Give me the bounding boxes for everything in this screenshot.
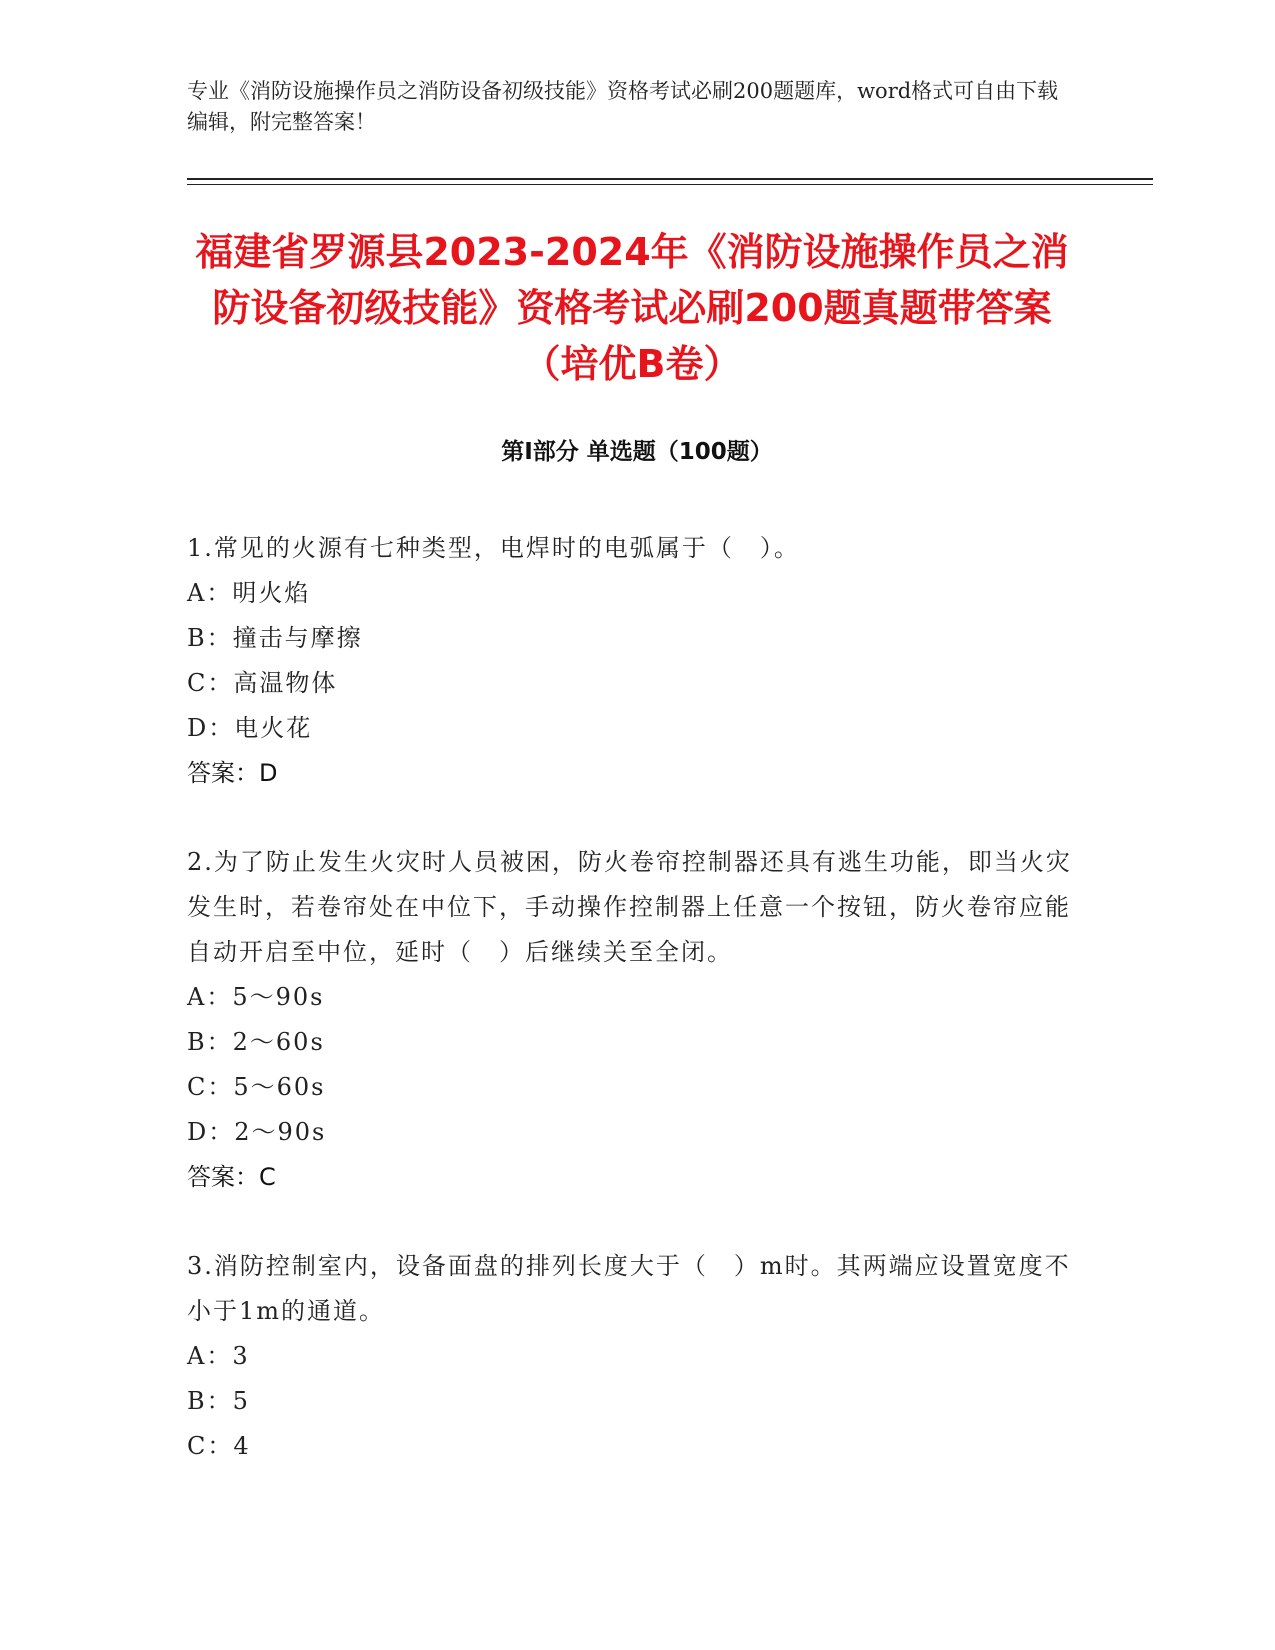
question-1 (187, 526, 1087, 796)
option-b: B：2～60s (187, 1028, 325, 1056)
header-note: 专业《消防设施操作员之消防设备初级技能》资格考试必刷200题题库，word格式可自由下载编辑，附完整答案！ (187, 79, 1059, 134)
question-2 (187, 840, 1087, 1200)
question-stem: 1.常见的火源有七种类型，电焊时的电弧属于（ ）。 (187, 534, 800, 562)
answer: 答案：C (187, 1163, 276, 1191)
option-a: A：明火焰 (187, 579, 311, 607)
option-d: D：电火花 (187, 714, 313, 742)
option-d: D：2～90s (187, 1118, 327, 1146)
header-divider-thin (187, 184, 1153, 185)
section-title: 第Ⅰ部分 单选题（100题） (501, 439, 773, 465)
question-stem: 3.消防控制室内，设备面盘的排列长度大于（ ）m时。其两端应设置宽度不小于1m的通道。 (187, 1252, 1071, 1325)
header-divider-thick (187, 178, 1153, 180)
option-a: A：5～90s (187, 983, 325, 1011)
option-b: B：5 (187, 1387, 250, 1415)
question-3 (187, 1244, 1087, 1469)
document-title: 福建省罗源县2023-2024年《消防设施操作员之消防设备初级技能》资格考试必刷200题真题带答案（培优B卷） (195, 230, 1069, 386)
option-c: C：高温物体 (187, 669, 338, 697)
option-c: C：4 (187, 1432, 251, 1460)
question-list (187, 526, 1087, 1513)
option-b: B：撞击与摩擦 (187, 624, 363, 652)
option-a: A：3 (187, 1342, 250, 1370)
answer: 答案：D (187, 759, 278, 787)
question-stem: 2.为了防止发生火灾时人员被困，防火卷帘控制器还具有逃生功能，即当火灾发生时，若卷帘处在中位下，手动操作控制器上任意一个按钮，防火卷帘应能自动开启至中位，延时（ ）后继续关至全闭。 (187, 848, 1072, 966)
option-c: C：5～60s (187, 1073, 326, 1101)
